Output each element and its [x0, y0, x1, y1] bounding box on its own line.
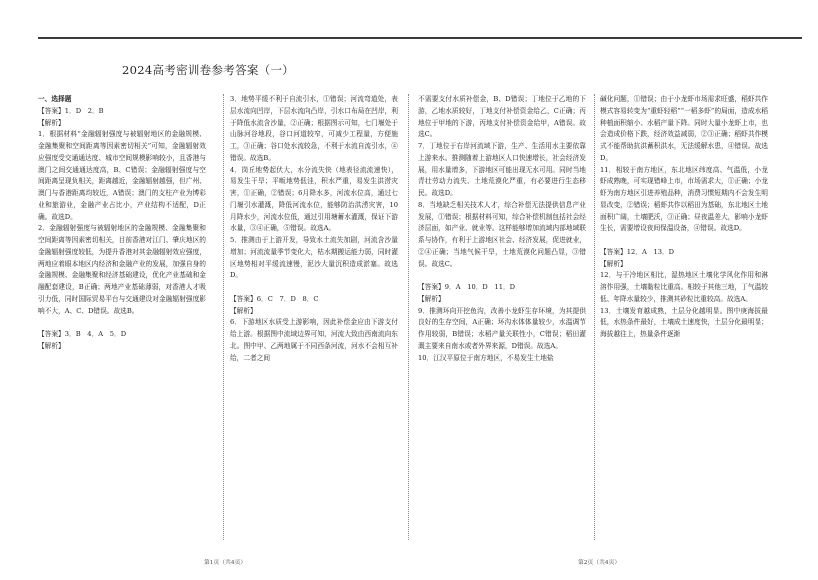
explanation-10: 10．江汉平原位于南方地区，不易发生土地盐	[418, 353, 554, 362]
answer-line: 【答案】6．C 7．D 8．C	[230, 294, 319, 303]
answer-line: 【答案】9．A 10．D 11．D	[418, 283, 516, 291]
explanation-13: 13．土壤发育越成熟，土层分化越明显。图中庚海拔最低，水热条件最好，土壤成土速度快，土层分化最明显；海拔越往上，热量条件逐渐	[600, 306, 768, 338]
explanation-1: 1．根据材料“金融辐射强度与被辐射地区的金融规模、金融集聚和空间距离等因素密切相关”可知，金融辐射效应强度受交通通达度、城市空间规模影响较小，且香港与澳门之间交通通达度高，B、C错误；金融辐射强度与空间距离呈现负相关，距离越近，金融辐射越强，但广州、澳门与香港距离均较近，A错误；澳门的支柱产业为博彩业和旅游业，金融产业占比小，产业结构不适配，D正确。故选D。	[38, 130, 206, 221]
page-number-left: 第1页（共4页）	[204, 560, 247, 566]
page-title: 2024高考密训卷参考答案（一）	[122, 63, 295, 77]
explanation-8: 8．当地缺乏相关技术人才，综合补偿无法提供信息产业发展，①错误；根据材料可知，综合补偿机制包括社会经济层面，如产业、就业等。这样能够增加流域内部地域联系与协作，有利于上游地区社会、经济发展，促进就业，②④正确；当地气候干旱，土地荒漠化问题凸显，③错误。故选C。	[418, 200, 586, 268]
column-1	[38, 94, 206, 542]
page-number-right: 第2页（共4页）	[578, 560, 621, 566]
column-3	[418, 94, 586, 542]
analysis-label: 【解析】	[230, 306, 257, 315]
explanation-7: 7．丁地位于右岸河流域下游，生产、生活用水主要依靠上游来水。推测随着上游地区人口快速增长，社会经济发展，用水量增多，下游地区可能出现无水可用。同时当地青壮劳动力流失、土地荒漠化严重，有必要进行生态移民。故选D。	[418, 142, 586, 197]
answer-line: 【答案】1．D 2．B	[38, 106, 104, 115]
explanation-5: 5．推测由于上游开发，导致水土流失加剧，河流含沙量增加；河流流量季节变化大，枯水期搬运能力弱，同时灌区地势相对平缓流速慢，泥沙大量沉积造成淤塞。故选D。	[230, 236, 398, 280]
explanation-2: 2．金融辐射强度与被辐射地区的金融规模、金融集聚和空间距离等因素密切相关，目前香港对江门、肇庆地区的金融辐射强度较低，为提升香港对其金融辐射效应强度，两地应着眼本地区内经济和金融产业的发展，加强自身的金融规模、金融集聚和经济基础建设，优化产业基础和金融配套建设，B正确；两地产业基础薄弱，对香港人才吸引力低，同时国际贸易平台与交通建设对金融辐射强度影响不大，A、C、D错误。故选B。	[38, 224, 206, 315]
column-2	[230, 94, 398, 542]
section-heading: 一、选择题	[38, 95, 72, 103]
explanation-12: 12．与干冷地区相比，湿热地区土壤化学风化作用和淋溶作用强，土壤黏粒比重高。相较于其他三地，丁气温较低、年降水量较少，推测其砂粒比重较高。故选A。	[600, 271, 768, 303]
explanation-6-cont: 不需要支付水质补偿金，B、D错误；丁地位于乙地的下游，乙地水质较好，丁地支付补偿资金给乙，C正确；丙地位于甲地的下游，丙地支付补偿资金给甲，A错误。故选C。	[418, 95, 586, 139]
answer-line: 【答案】3．B 4．A 5．D	[38, 330, 127, 338]
column-divider	[223, 94, 224, 540]
page-divider	[408, 94, 409, 540]
column-divider	[594, 94, 595, 540]
analysis-label: 【解析】	[418, 294, 445, 303]
header-rule	[38, 37, 802, 39]
analysis-label: 【解析】	[38, 341, 65, 350]
analysis-label: 【解析】	[38, 118, 65, 127]
explanation-10-cont: 碱化问题，①错误；由于小龙虾市场需求旺盛，稻虾共作模式容易转变为“重虾轻稻”“一稻多虾”的局面，造成水稻种植面积缩小、水稻产量下降。同时大量小龙虾上市，也会造成价格下跌，经济效益减弱，②③正确；稻虾共作模式不能帮助抗洪蓄积洪水，无法缓解水患，④错误。故选D。	[600, 95, 768, 162]
column-4	[600, 94, 768, 542]
answer-line: 【答案】12．A 13．D	[600, 247, 675, 256]
explanation-4: 4．岗丘地势起伏大，水分流失快（地表径流流速快），易发生干旱；平畈地势低洼，积水严重，易发生洪涝灾害，①正确，②错误；6月降水多，河流水位高，通过七门堰引水灌溉，降低河流水位，能够防治洪涝灾害，10月降水少，河流水位低，通过引用塘蓄水灌溉，保证下游水量，③④正确，⑤错误。故选A。	[230, 165, 398, 233]
explanation-3: 3．地势平缓不利于自流引水，①错误；河流弯道处，表层水流向凹岸，下层水流向凸岸，引水口布局在凹岸，利于降低水流含沙量，②正确；根据图示可知，七门堰处于山脉河谷地段，谷口河道较窄，可减少工程量，方便施工，③正确；谷口处水流较急，不利于水流自流引水，④错误。故选B。	[230, 95, 398, 162]
explanation-6: 6．下游地区水质受上游影响，因此补偿金应由下游支付给上游。根据图中流域边界可知，河流大致由西南流向东北。图中甲、乙两地属于不同西条河流，河水不会相互补给，二者之间	[230, 318, 398, 362]
analysis-label: 【解析】	[600, 259, 627, 268]
explanation-11: 11．相较于南方地区，东北地区纬度高、气温低，小龙虾成熟晚，可实现错峰上市，市场需求大，①正确；小龙虾为南方地区引进养殖品种，消费习惯短期内不会发生明显改变，②错误；稻虾共作以稻田为基础，东北地区土地面积广阔，土壤肥沃，③正确；昼夜温差大，影响小龙虾生长，需要增设夜间保温设备，④错误。故选D。	[600, 165, 768, 233]
explanation-9: 9．推测环向开挖鱼沟，改善小龙虾生存环境，为其提供良好的生存空间，A正确；环沟水体体量较少，水温调节作用较弱，B错误；水稻产量关联性小，C错误；稻田灌溉主要来自南水或者外界来源，D错误。故选A。	[418, 306, 586, 350]
